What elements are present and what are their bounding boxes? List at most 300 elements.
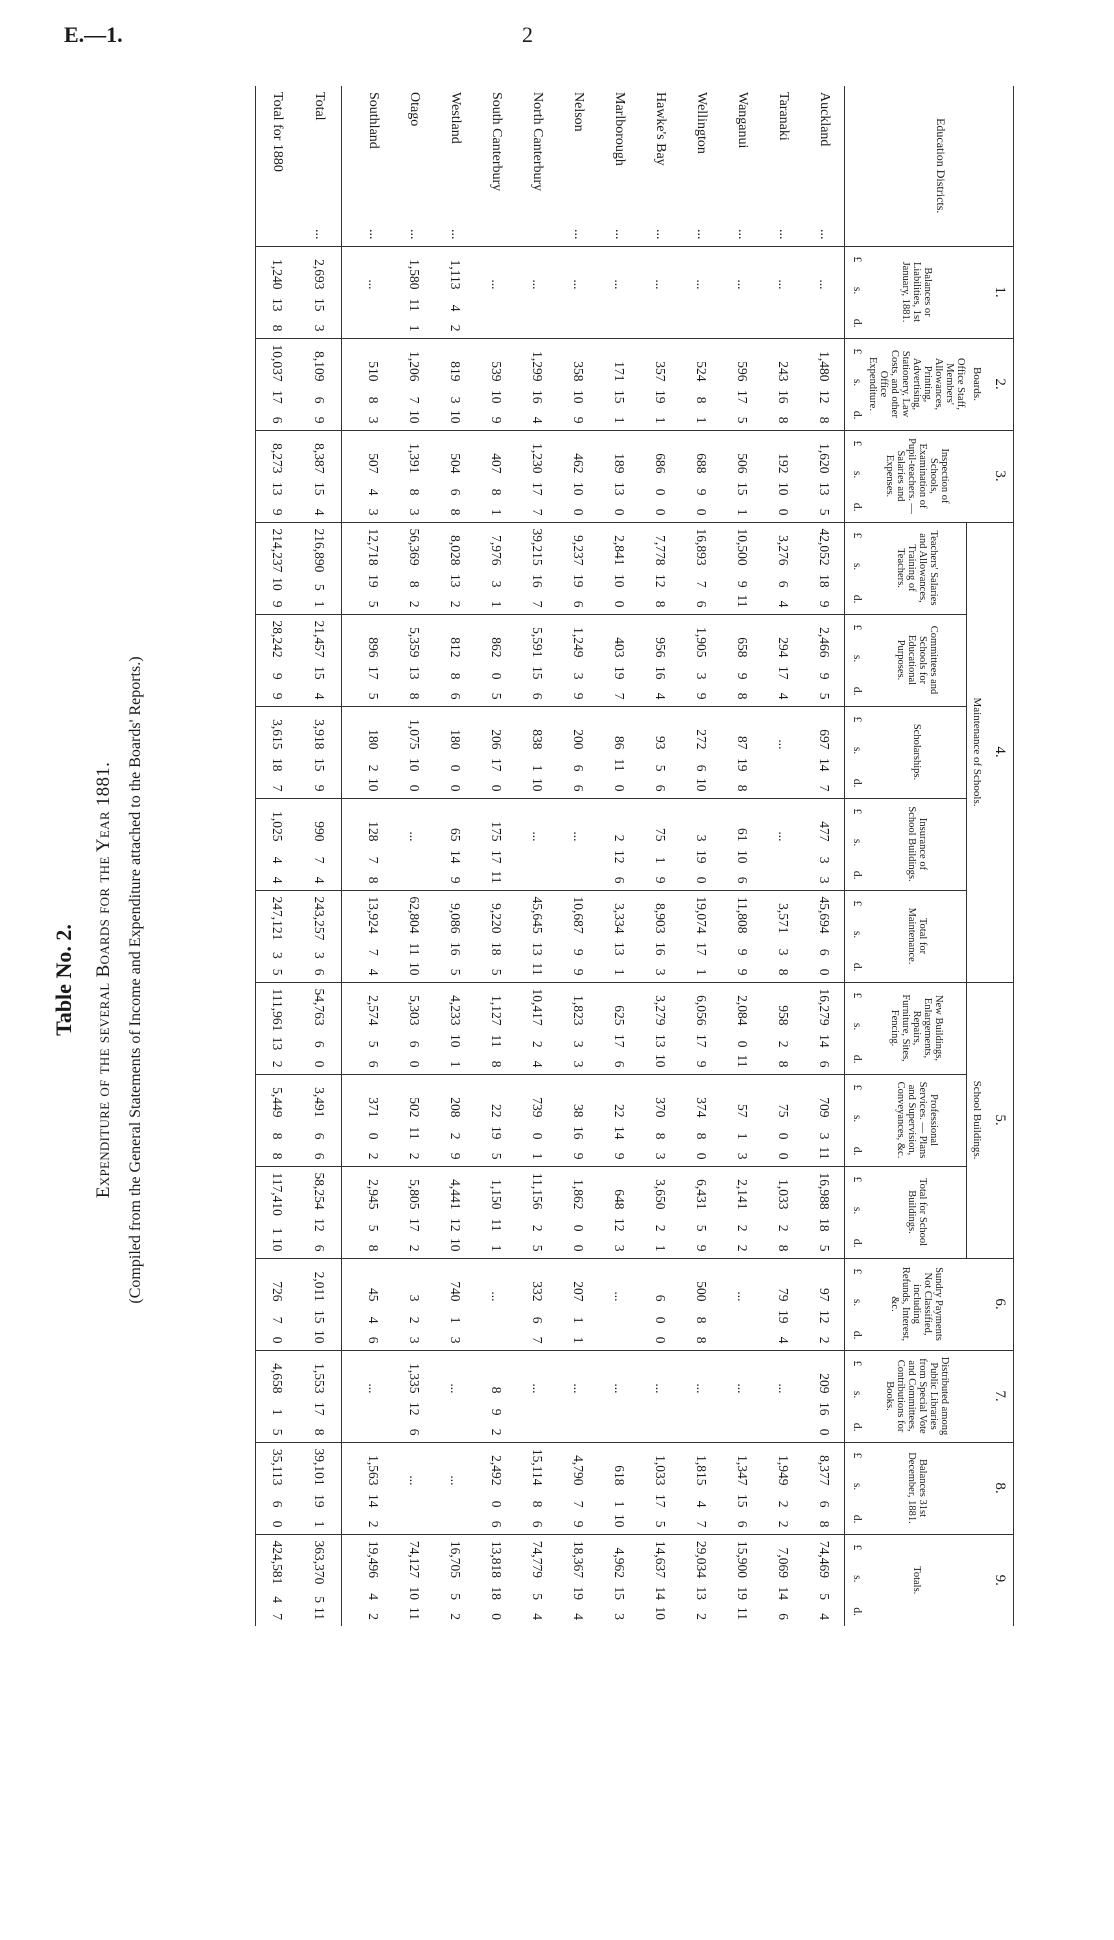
amount-cell xyxy=(353,1074,394,1166)
table-row xyxy=(763,86,804,1626)
shillings-value: 12 xyxy=(448,1218,463,1232)
shillings-value: 4 xyxy=(366,1593,381,1600)
pence-value: 8 xyxy=(694,1336,709,1344)
amount-cell xyxy=(763,982,804,1074)
shillings-value: 9 xyxy=(489,1408,504,1416)
shillings-value: 16 xyxy=(530,574,545,588)
pounds-value: 56,369 xyxy=(407,528,422,566)
pounds-value: 371 xyxy=(366,1097,381,1118)
pounds-value: 3,650 xyxy=(653,1179,668,1210)
pounds-value: 4,233 xyxy=(448,995,463,1026)
amount-cell xyxy=(476,522,517,614)
unit-header-12 xyxy=(845,1258,868,1350)
pence-value: 2 xyxy=(407,1244,422,1252)
shillings-value xyxy=(447,1486,463,1508)
shillings-value: 3 xyxy=(270,952,285,959)
pounds-value: 16,893 xyxy=(694,528,709,566)
pounds-value: 4,441 xyxy=(448,1179,463,1210)
unit-label: d. xyxy=(851,502,863,512)
spacer-cell xyxy=(342,798,353,890)
leader-dots: ... xyxy=(448,229,463,240)
pounds-value: 424,581 xyxy=(270,1540,285,1585)
pounds-value: 3,276 xyxy=(776,535,791,566)
shillings-value: 4 xyxy=(448,304,463,312)
shillings-value xyxy=(775,1394,791,1416)
shillings-value: 0 xyxy=(653,488,668,496)
pence-value: 6 xyxy=(366,1060,381,1068)
district-label: Westland xyxy=(448,92,463,144)
amount-cell xyxy=(640,1534,681,1626)
shillings-value: 16 xyxy=(653,666,668,680)
district-label: Nelson xyxy=(571,92,586,132)
pence-value: 9 xyxy=(270,508,285,516)
shillings-value: 10 xyxy=(407,1586,422,1600)
shillings-value: 10 xyxy=(270,577,285,591)
total-row xyxy=(298,86,343,1626)
group-blank-1 xyxy=(967,246,988,338)
pence-value: 2 xyxy=(270,1060,285,1068)
pence-value: 3 xyxy=(653,1152,668,1160)
unit-label: d. xyxy=(851,1422,863,1432)
spacer-cell xyxy=(342,430,353,522)
pence-value: 6 xyxy=(776,1613,791,1620)
pounds-value: 500 xyxy=(694,1281,709,1302)
pence-value xyxy=(611,1416,627,1436)
pounds-value: ... xyxy=(530,831,545,842)
amount-cell xyxy=(558,1534,599,1626)
pounds-value: 3,918 xyxy=(312,719,328,750)
shillings-value: 1 xyxy=(735,1132,750,1140)
pounds-value: 6,056 xyxy=(694,995,709,1026)
amount-cell xyxy=(353,798,394,890)
pence-value: 5 xyxy=(270,1428,285,1436)
amount-cell xyxy=(517,522,558,614)
amount-cell xyxy=(298,1074,343,1166)
pounds-value: 3,491 xyxy=(312,1087,328,1118)
pounds-value: 6 xyxy=(653,1294,668,1302)
district-name xyxy=(558,86,599,246)
pounds-value: 363,370 xyxy=(312,1540,328,1585)
shillings-value xyxy=(406,1486,422,1508)
pounds-value: 1,025 xyxy=(270,811,285,842)
pence-value: 0 xyxy=(448,784,463,792)
pounds-value: 539 xyxy=(489,361,504,382)
pounds-value: 189 xyxy=(612,453,627,474)
pounds-value: 10,500 xyxy=(735,528,750,566)
amount-cell xyxy=(256,890,298,982)
pence-value: 11 xyxy=(489,870,504,884)
pence-value xyxy=(529,312,545,332)
shillings-value: 12 xyxy=(407,1402,422,1416)
pence-value xyxy=(488,312,504,332)
amount-cell xyxy=(435,614,476,706)
shillings-value: 18 xyxy=(817,574,832,588)
shillings-value: 17 xyxy=(312,1402,328,1416)
shillings-value: 15 xyxy=(312,298,328,312)
amount-cell xyxy=(256,614,298,706)
pounds-value: 4,962 xyxy=(612,1547,627,1578)
shillings-value: 10 xyxy=(735,850,750,864)
amount-cell xyxy=(394,982,435,1074)
amount-cell xyxy=(640,338,681,430)
shillings-value: 15 xyxy=(735,482,750,496)
amount-cell xyxy=(517,246,558,338)
col-num-9: 9. xyxy=(992,1574,1009,1586)
shillings-value: 17 xyxy=(489,850,504,864)
shillings-value xyxy=(652,1394,668,1416)
pence-value: 0 xyxy=(776,508,791,516)
pounds-value: 22 xyxy=(612,1104,627,1118)
pence-value: 0 xyxy=(612,600,627,608)
amount-cell xyxy=(681,1258,722,1350)
pounds-value: 374 xyxy=(694,1097,709,1118)
shillings-value: 10 xyxy=(571,482,586,496)
pounds-value: ... xyxy=(776,831,791,842)
pence-value: 2 xyxy=(448,600,463,608)
spacer-cell xyxy=(342,1074,353,1166)
amount-cell xyxy=(394,246,435,338)
unit-label: d. xyxy=(851,778,863,788)
amount-cell xyxy=(353,1534,394,1626)
unit-header-13 xyxy=(845,1350,868,1442)
amount-cell xyxy=(476,982,517,1074)
pence-value: 6 xyxy=(312,968,328,976)
shillings-value: 17 xyxy=(366,666,381,680)
shillings-value xyxy=(611,1394,627,1416)
shillings-value: 2 xyxy=(776,1040,791,1048)
amount-cell xyxy=(722,890,763,982)
header-balances-jan: Balances or Liabilities, 1st January, 1881. xyxy=(868,246,967,338)
pence-value: 2 xyxy=(448,324,463,332)
pence-value: 8 xyxy=(776,1244,791,1252)
shillings-value: 11 xyxy=(407,942,422,956)
shillings-value: 3 xyxy=(312,952,328,959)
unit-header-9 xyxy=(845,982,868,1074)
amount-cell xyxy=(435,982,476,1074)
amount-cell xyxy=(599,1166,640,1258)
shillings-value: 5 xyxy=(448,1593,463,1600)
pounds-value: 13,924 xyxy=(366,896,381,934)
shillings-value: 19 xyxy=(489,1126,504,1140)
pence-value: 5 xyxy=(817,508,832,516)
pounds-value: 214,237 xyxy=(270,528,285,573)
shillings-value xyxy=(611,1302,627,1324)
unit-label: s. xyxy=(851,1022,863,1031)
shillings-value: 13 xyxy=(270,1036,285,1051)
district-name xyxy=(640,86,681,246)
amount-cell xyxy=(353,1442,394,1534)
shillings-value: 5 xyxy=(817,1593,832,1600)
pounds-value: 62,804 xyxy=(407,896,422,934)
unit-header-3 xyxy=(845,430,868,522)
pence-value: 6 xyxy=(312,1152,328,1160)
pounds-value: 709 xyxy=(817,1097,832,1118)
unit-label: £ xyxy=(851,1176,863,1183)
header-teachers-salaries: Teachers' Salaries and Allowances, Training of Teachers. xyxy=(868,522,967,614)
amount-cell xyxy=(394,706,435,798)
shillings-value: 15 xyxy=(312,482,328,496)
shillings-value: 0 xyxy=(489,672,504,680)
shillings-value: 5 xyxy=(530,1593,545,1600)
amount-cell xyxy=(558,1442,599,1534)
pence-value: 1 xyxy=(694,968,709,976)
district-name xyxy=(256,86,298,246)
pence-value: 8 xyxy=(489,1060,504,1068)
amount-cell xyxy=(558,798,599,890)
shillings-value: 2 xyxy=(530,1224,545,1232)
pounds-value: ... xyxy=(612,1383,627,1394)
amount-cell xyxy=(298,890,343,982)
amount-cell xyxy=(435,706,476,798)
leader-dots: ... xyxy=(735,229,750,240)
amount-cell xyxy=(681,982,722,1074)
pence-value: 5 xyxy=(448,968,463,976)
pounds-value: 1,580 xyxy=(407,259,422,290)
group-blank-9 xyxy=(967,1534,988,1626)
shillings-value: 8 xyxy=(694,396,709,404)
pence-value: 2 xyxy=(366,1520,381,1528)
pounds-value: 12,718 xyxy=(366,528,381,566)
table-row xyxy=(476,86,517,1626)
pounds-value: ... xyxy=(776,1383,791,1394)
amount-cell xyxy=(256,706,298,798)
pence-value xyxy=(365,1416,381,1436)
shillings-value: 18 xyxy=(270,758,285,772)
pounds-value: 8,273 xyxy=(270,443,285,474)
amount-cell xyxy=(681,1166,722,1258)
shillings-value xyxy=(693,1394,709,1416)
unit-label: s. xyxy=(851,1482,863,1491)
pence-value: 11 xyxy=(817,1146,832,1160)
pounds-value: 1,075 xyxy=(407,719,422,750)
page-number: 2 xyxy=(522,22,533,47)
amount-cell xyxy=(256,246,298,338)
amount-cell xyxy=(298,246,343,338)
shillings-value: 7 xyxy=(366,948,381,956)
pence-value xyxy=(570,312,586,332)
shillings-value: 16 xyxy=(530,390,545,404)
shillings-value xyxy=(611,290,627,312)
pence-value: 8 xyxy=(776,416,791,424)
pounds-value: ... xyxy=(366,279,381,290)
pence-value xyxy=(447,1508,463,1528)
shillings-value: 12 xyxy=(612,850,627,864)
pence-value: 7 xyxy=(530,600,545,608)
amount-cell xyxy=(722,430,763,522)
pence-value: 1 xyxy=(612,968,627,976)
pounds-value: 462 xyxy=(571,453,586,474)
shillings-value xyxy=(529,290,545,312)
pounds-value: 61 xyxy=(735,828,750,842)
pounds-value: 18,367 xyxy=(571,1540,586,1578)
table-row xyxy=(394,86,435,1626)
pence-value: 1 xyxy=(653,416,668,424)
shillings-value xyxy=(734,290,750,312)
pounds-value: 357 xyxy=(653,361,668,382)
pounds-value: 16,279 xyxy=(817,988,832,1026)
pounds-value: 86 xyxy=(612,736,627,750)
shillings-value: 2 xyxy=(776,1224,791,1232)
spacer-cell xyxy=(342,1442,353,1534)
amount-cell xyxy=(517,1074,558,1166)
amount-cell xyxy=(517,1166,558,1258)
amount-cell xyxy=(353,338,394,430)
pence-value: 3 xyxy=(612,1244,627,1252)
shillings-value: 12 xyxy=(612,1218,627,1232)
amount-cell xyxy=(435,798,476,890)
pence-value: 0 xyxy=(776,1152,791,1160)
pounds-value: 10,037 xyxy=(270,344,285,382)
amount-cell xyxy=(763,1442,804,1534)
shillings-value xyxy=(775,750,791,772)
pence-value: 5 xyxy=(270,968,285,976)
pence-value: 8 xyxy=(407,692,422,700)
page-reference: E.—1. xyxy=(64,22,123,47)
pence-value: 5 xyxy=(530,1244,545,1252)
shillings-value: 5 xyxy=(366,1040,381,1048)
pence-value: 10 xyxy=(653,1606,668,1620)
shillings-value: 2 xyxy=(653,1224,668,1232)
pence-value xyxy=(529,1416,545,1436)
shillings-value: 6 xyxy=(407,1040,422,1048)
amount-cell xyxy=(599,1074,640,1166)
unit-label: £ xyxy=(851,1452,863,1459)
amount-cell xyxy=(476,1350,517,1442)
pence-value: 11 xyxy=(735,1607,750,1620)
shillings-value: 0 xyxy=(489,1500,504,1508)
shillings-value: 10 xyxy=(612,574,627,588)
shillings-value: 17 xyxy=(653,1494,668,1508)
pence-value: 7 xyxy=(530,1336,545,1344)
pounds-value: ... xyxy=(653,1383,668,1394)
col-num-8: 8. xyxy=(987,1442,1014,1534)
shillings-value: 19 xyxy=(694,850,709,864)
pence-value: 8 xyxy=(366,1244,381,1252)
pence-value: 9 xyxy=(612,1152,627,1160)
pounds-value: ... xyxy=(530,279,545,290)
amount-cell xyxy=(640,798,681,890)
unit-label: s. xyxy=(851,562,863,571)
district-label: Auckland xyxy=(817,92,832,147)
pence-value: 2 xyxy=(694,1613,709,1620)
pence-value: 8 xyxy=(817,1520,832,1528)
spacer-cell xyxy=(342,246,353,338)
amount-cell xyxy=(256,1534,298,1626)
shillings-value: 5 xyxy=(312,1596,328,1604)
pounds-value: 510 xyxy=(366,361,381,382)
shillings-value: 6 xyxy=(530,1316,545,1324)
pounds-value: 726 xyxy=(270,1281,285,1302)
unit-label: £ xyxy=(851,532,863,539)
leader-dots: ... xyxy=(694,229,709,240)
pounds-value: 7,778 xyxy=(653,535,668,566)
unit-header-4 xyxy=(845,522,868,614)
shillings-value xyxy=(693,290,709,312)
amount-cell xyxy=(256,1258,298,1350)
pence-value: 9 xyxy=(571,968,586,976)
unit-label: d. xyxy=(851,410,863,420)
amount-cell xyxy=(681,1442,722,1534)
pence-value: 8 xyxy=(270,324,285,332)
shillings-value: 6 xyxy=(312,1040,328,1048)
district-label: Total for 1880 xyxy=(270,92,285,172)
pence-value: 2 xyxy=(407,1152,422,1160)
amount-cell xyxy=(681,1350,722,1442)
pounds-value: 370 xyxy=(653,1097,668,1118)
pence-value: 5 xyxy=(817,1244,832,1252)
pounds-value: 2,693 xyxy=(312,259,328,290)
header-insurance: Insurance of School Buildings. xyxy=(868,798,967,890)
shillings-value: 8 xyxy=(653,1132,668,1140)
pounds-value: 1,553 xyxy=(312,1363,328,1394)
pounds-value: 2,084 xyxy=(735,995,750,1026)
pounds-value: 896 xyxy=(366,637,381,658)
amount-cell xyxy=(804,706,846,798)
pounds-value: 403 xyxy=(612,637,627,658)
pence-value xyxy=(734,1324,750,1344)
pounds-value: 14,637 xyxy=(653,1540,668,1578)
pence-value: 7 xyxy=(270,784,285,792)
pounds-value: 504 xyxy=(448,453,463,474)
shillings-value: 7 xyxy=(694,580,709,588)
amount-cell xyxy=(394,1442,435,1534)
spacer-cell xyxy=(342,614,353,706)
pounds-value: 4,790 xyxy=(571,1455,586,1486)
pence-value: 2 xyxy=(489,1428,504,1436)
pounds-value: 208 xyxy=(448,1097,463,1118)
amount-cell xyxy=(256,430,298,522)
district-label: Southland xyxy=(366,92,381,149)
shillings-value: 4 xyxy=(694,1500,709,1508)
unit-label: s. xyxy=(851,1114,863,1123)
amount-cell xyxy=(298,522,343,614)
amount-cell xyxy=(435,1074,476,1166)
amount-cell xyxy=(681,798,722,890)
header-balances-dec: Balances 31st December, 1881. xyxy=(868,1442,967,1534)
amount-cell xyxy=(517,706,558,798)
pounds-value: 200 xyxy=(571,729,586,750)
amount-cell xyxy=(476,890,517,982)
pence-value xyxy=(406,864,422,884)
amount-cell xyxy=(298,614,343,706)
amount-cell xyxy=(435,246,476,338)
pounds-value: ... xyxy=(448,1383,463,1394)
district-label: Marlborough xyxy=(612,92,627,166)
pounds-value: 175 xyxy=(489,821,504,842)
pounds-value: 6,431 xyxy=(694,1179,709,1210)
pence-value: 6 xyxy=(448,692,463,700)
unit-label: d. xyxy=(851,870,863,880)
pounds-value: 272 xyxy=(694,729,709,750)
amount-cell xyxy=(435,1442,476,1534)
rotated-table-container xyxy=(194,86,1014,1626)
pounds-value: 358 xyxy=(571,361,586,382)
shillings-value: 13 xyxy=(270,482,285,496)
pence-value: 9 xyxy=(571,416,586,424)
district-name xyxy=(804,86,846,246)
total-1880-row xyxy=(256,86,298,1626)
shillings-value: 7 xyxy=(571,1500,586,1508)
amount-cell xyxy=(640,706,681,798)
shillings-value: 13 xyxy=(694,1586,709,1600)
pounds-value: 956 xyxy=(653,637,668,658)
district-name xyxy=(476,86,517,246)
amount-cell xyxy=(394,1534,435,1626)
district-label: North Canterbury xyxy=(530,92,545,192)
amount-cell xyxy=(435,338,476,430)
pounds-value: 19,074 xyxy=(694,896,709,934)
pounds-value: ... xyxy=(366,1383,381,1394)
